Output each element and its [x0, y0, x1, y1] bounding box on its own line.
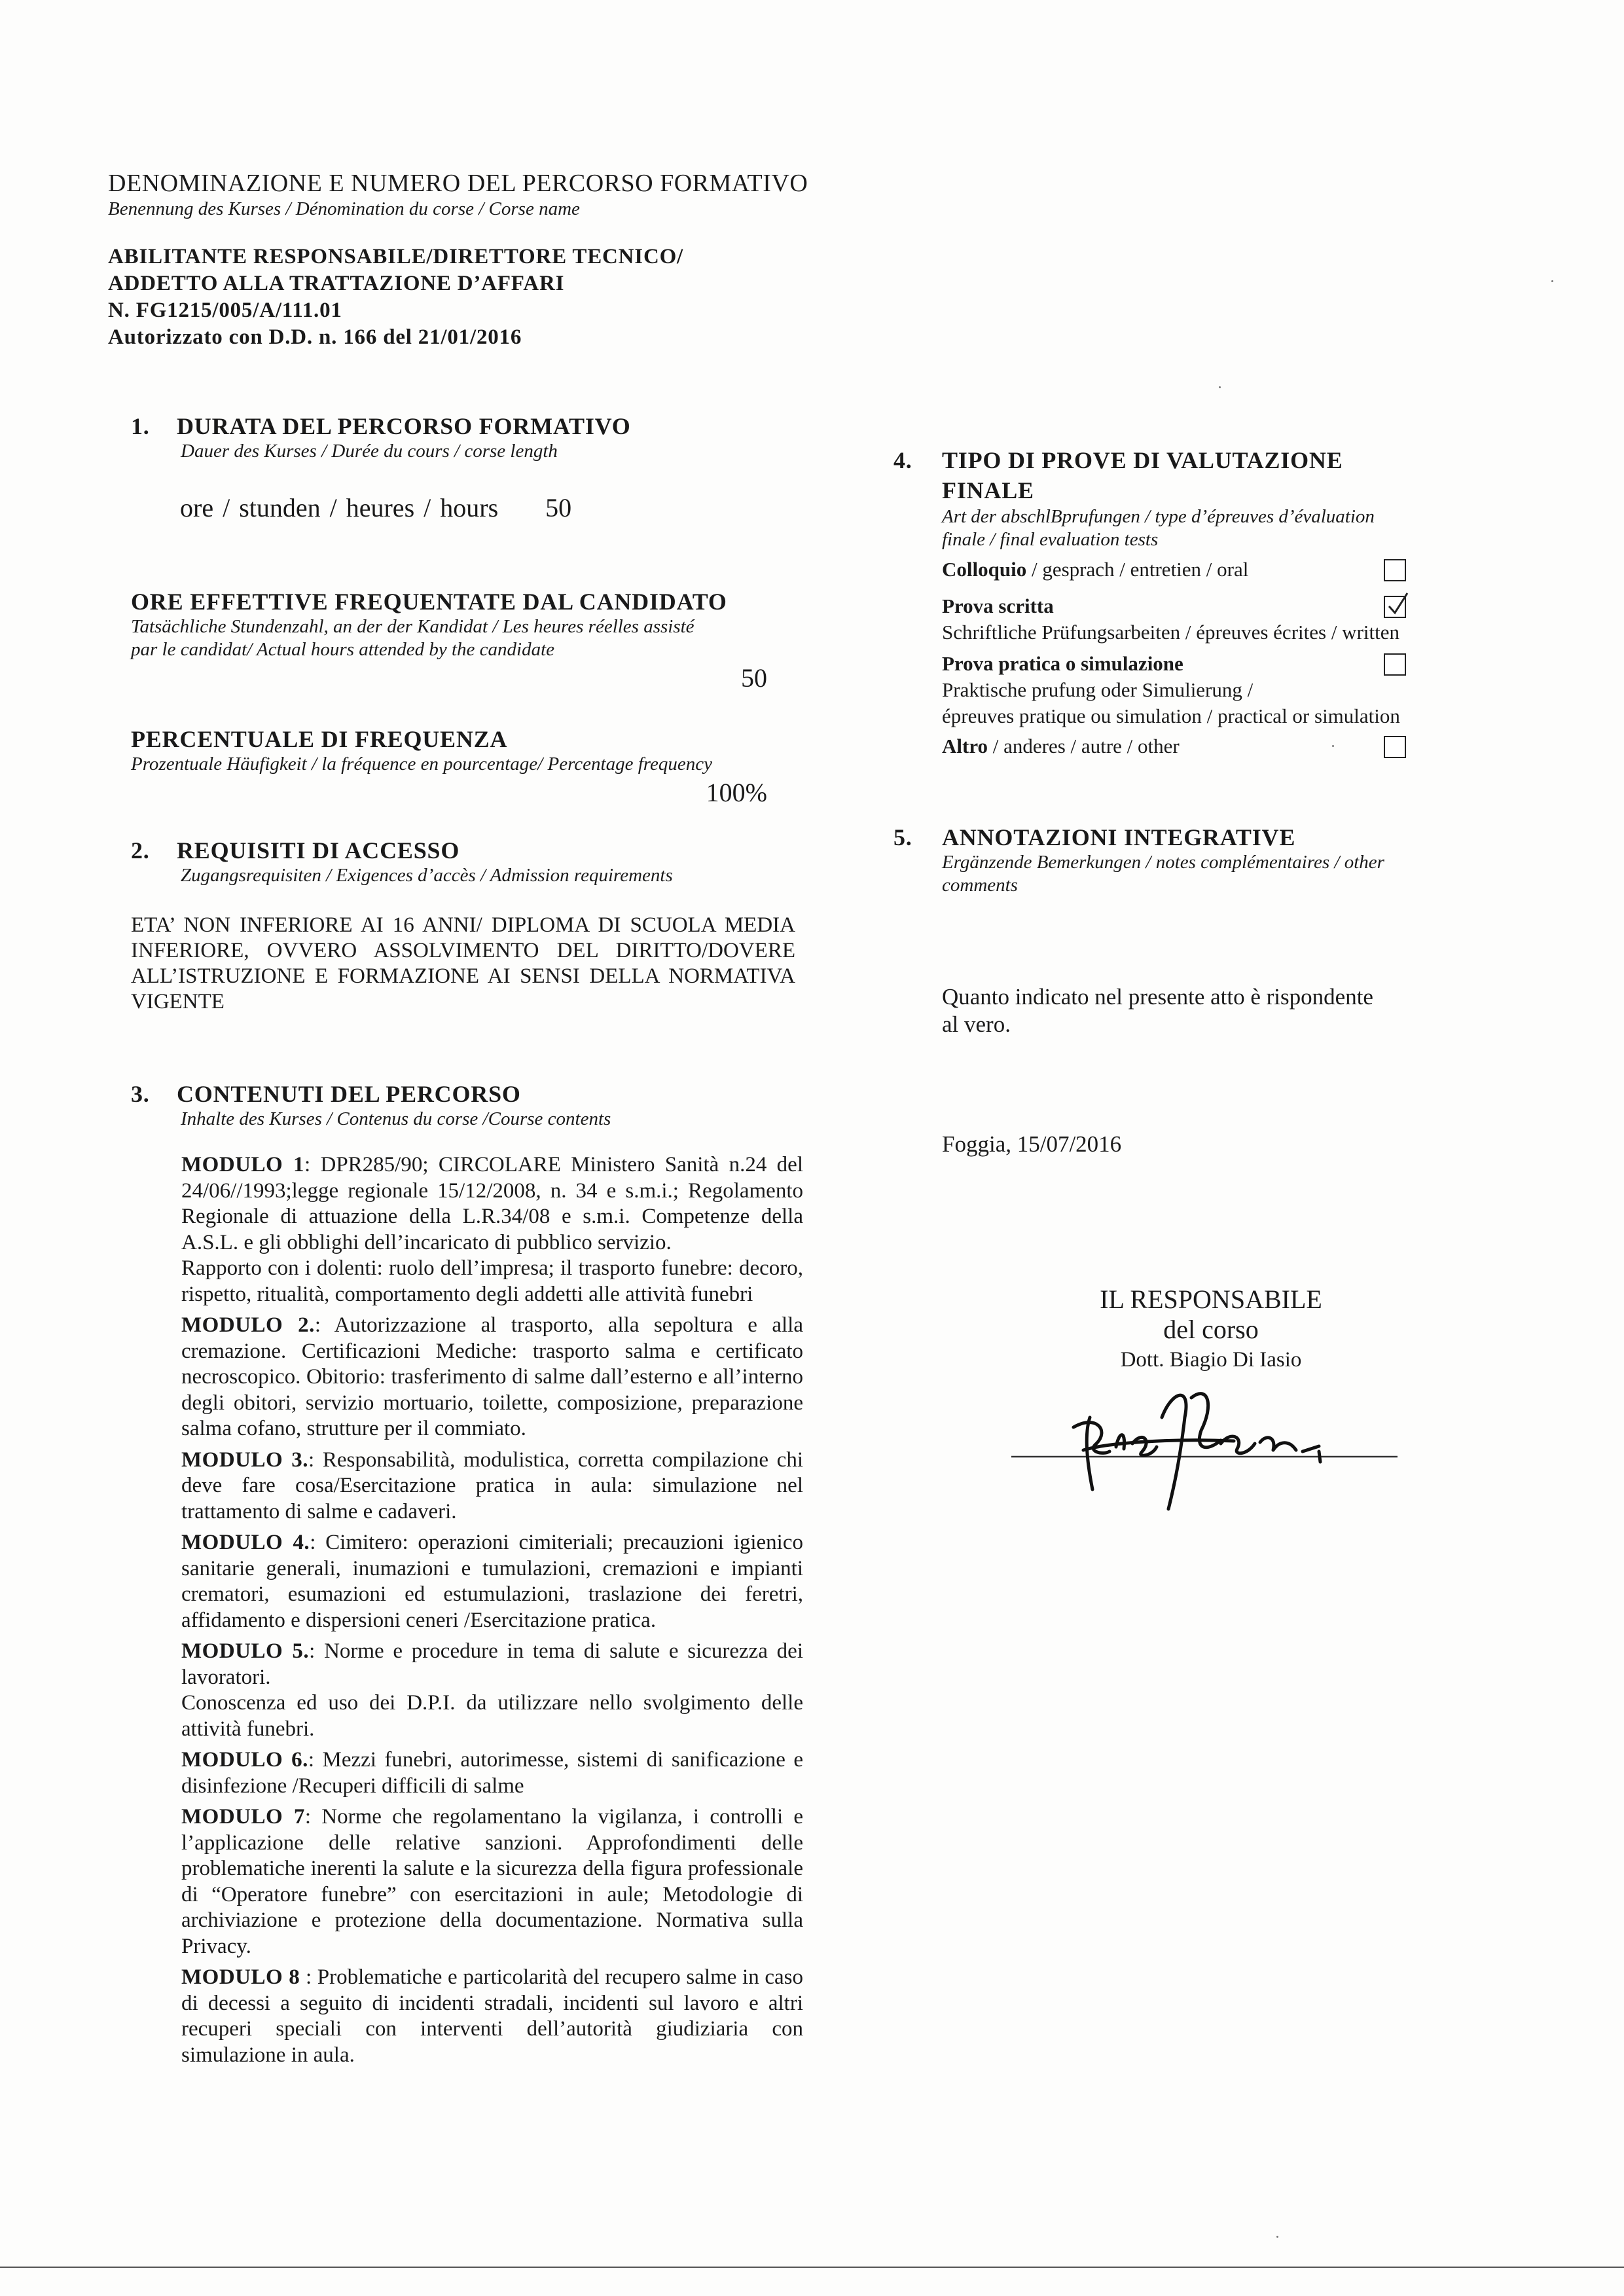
option-label: Prova pratica o simulazione: [942, 652, 1183, 675]
module-text: Mezzi funebri, autorimesse, sistemi di sanificazione e disinfezione /Recuperi difficili di salme: [181, 1748, 803, 1798]
section-subtitle: comments: [942, 875, 1018, 896]
section-number: 4.: [893, 447, 912, 473]
option-label: Colloquio: [942, 558, 1027, 581]
scan-edge-line: [0, 2267, 1624, 2268]
option-prova-pratica: [942, 651, 1518, 729]
checkbox-checked[interactable]: [1384, 596, 1406, 618]
module-label: MODULO 2.: [181, 1313, 315, 1337]
section-subtitle: Prozentuale Häufigkeit / la fréquence en pourcentage/ Percentage frequency: [131, 754, 712, 774]
option-colloquio: Colloquio / gesprach / entretien / oral: [942, 556, 1518, 583]
option-label: Prova scritta: [942, 594, 1054, 617]
option-desc: épreuves pratique ou simulation / practical or simulation: [942, 704, 1400, 727]
module-text: Responsabilità, modulistica, corretta compilazione chi deve fare cosa/Esercitazione pratica in aula: simulazione nel trattamento di salme e cadaveri.: [181, 1448, 804, 1523]
section-subtitle: Art der abschlBprufungen / type d’épreuves d’évaluation: [942, 506, 1375, 527]
section-duration: [131, 412, 631, 463]
option-altro: Altro / anderes / autre / other: [942, 733, 1518, 759]
section-title: DURATA DEL PERCORSO FORMATIVO: [177, 413, 631, 439]
module-item: MODULO 7: Norme che regolamentano la vigilanza, i controlli e l’applicazione delle relative sanzioni. Approfondimenti delle problematiche inerenti la salute e la sicurezza della figura professionale di “Operatore funebre” con esercitazioni in aule; Metodologie di archiviazione e protezione della documentazione. Normativa sulla Privacy.: [181, 1805, 804, 1958]
responsible-name: Dott. Biagio Di Iasio: [1120, 1348, 1302, 1372]
section-frequency: [131, 725, 838, 808]
module-text: Norme che regolamentano la vigilanza, i controlli e l’applicazione delle relative sanzioni. Approfondimenti delle problematiche inerenti la salute e la sicurezza della figura professionale di “Operatore funebre” con esercitazioni in aule; Metodologie di archiviazione e protezione della documentazione. Normativa sulla Privacy.: [181, 1805, 804, 1958]
scan-speck: [1551, 280, 1553, 282]
section-title: ANNOTAZIONI INTEGRATIVE: [942, 824, 1296, 850]
scan-speck: [1332, 745, 1334, 747]
course-line: ABILITANTE RESPONSABILE/DIRETTORE TECNICO/: [108, 245, 684, 268]
section-number: 2.: [131, 837, 150, 864]
module-label: MODULO 8: [181, 1965, 300, 1989]
section-title: TIPO DI PROVE DI VALUTAZIONE: [942, 447, 1343, 473]
responsible-block: [1041, 1285, 1381, 1375]
course-name: [108, 244, 683, 351]
module-text: Conoscenza ed uso dei D.P.I. da utilizzare nello svolgimento delle attività funebri.: [181, 1691, 803, 1741]
section-subtitle: Tatsächliche Stundenzahl, an der der Kandidat / Les heures réelles assisté: [131, 616, 695, 637]
section-subtitle: finale / final evaluation tests: [942, 529, 1159, 550]
checkmark-icon: [1385, 591, 1411, 618]
section-requirements: [131, 837, 673, 887]
section-subtitle: par le candidat/ Actual hours attended by the candidate: [131, 639, 555, 660]
course-line: N. FG1215/005/A/111.01: [108, 299, 342, 322]
module-label: MODULO 7: [181, 1805, 305, 1829]
document-title: DENOMINAZIONE E NUMERO DEL PERCORSO FORMATIVO: [108, 170, 808, 197]
section-subtitle: Zugangsrequisiten / Exigences d’accès / Admission requirements: [181, 865, 673, 886]
requirements-text: ETA’ NON INFERIORE AI 16 ANNI/ DIPLOMA DI SCUOLA MEDIA INFERIORE, OVVERO ASSOLVIMENTO DEL DIRITTO/DOVERE ALL’ISTRUZIONE E FORMAZIONE AI SENSI DELLA NORMATIVA VIGENTE: [131, 913, 795, 1013]
checkbox-unchecked[interactable]: [1384, 559, 1406, 581]
module-label: MODULO 6.: [181, 1748, 308, 1772]
section-title: PERCENTUALE DI FREQUENZA: [131, 726, 508, 752]
section-title: CONTENUTI DEL PERCORSO: [177, 1081, 521, 1107]
responsible-subtitle: del corso: [1163, 1315, 1259, 1344]
course-line: Autorizzato con D.D. n. 166 del 21/01/2016: [108, 325, 522, 349]
section-title: REQUISITI DI ACCESSO: [177, 837, 460, 864]
section-number: 1.: [131, 413, 150, 439]
module-label: MODULO 4.: [181, 1531, 310, 1554]
module-item: MODULO 6.: Mezzi funebri, autorimesse, sistemi di sanificazione e disinfezione /Recuperi difficili di salme: [181, 1748, 803, 1798]
option-desc: Praktische prufung oder Simulierung /: [942, 678, 1254, 701]
section-subtitle: Dauer des Kurses / Durée du cours / corse length: [181, 441, 558, 462]
module-label: MODULO 3.: [181, 1448, 309, 1472]
section-number: 5.: [893, 824, 912, 850]
module-text: DPR285/90; CIRCOLARE Ministero Sanità n.24 del 24/06//1993;legge regionale 15/12/2008, n. 34 e s.m.i.; Regolamento Regionale di attuazione della L.R.34/08 e s.m.i. Competenze della A.S.L. e gli obblighi dell’incaricato di pubblico servizio.: [181, 1153, 803, 1254]
module-text: Problematiche e particolarità del recupero salme in caso di decessi a seguito di incidenti stradali, incidenti sul lavoro e altri recuperi speciali con interventi dell’autorità giudiziaria con simulazione in aula.: [181, 1965, 803, 2067]
scan-speck: [1276, 2236, 1278, 2238]
section-subtitle: Ergänzende Bemerkungen / notes complémentaires / other: [942, 852, 1384, 873]
scan-speck: [1219, 386, 1221, 388]
module-label: MODULO 5.: [181, 1639, 310, 1663]
option-label: Altro: [942, 735, 988, 757]
place-date: Foggia, 15/07/2016: [942, 1131, 1122, 1157]
attended-hours-value: 50: [741, 663, 767, 693]
section-notes: [893, 824, 1509, 897]
section-evaluation: [893, 445, 1502, 551]
module-text: Norme e procedure in tema di salute e sicurezza dei lavoratori.: [181, 1639, 803, 1689]
frequency-value: 100%: [706, 778, 767, 807]
module-text: Rapporto con i dolenti: ruolo dell’impresa; il trasporto funebre: decoro, rispetto, ritualità, comportamento degli addetti alle attività funebri: [181, 1256, 803, 1306]
module-text: Cimitero: operazioni cimiteriali; precauzioni igienico sanitarie generali, inumazioni e tumulazioni, cremazioni e impianti crematori, esumazioni ed estumulazioni, traslazione dei feretri, affidamento e dispersioni ceneri /Esercitazione pratica.: [181, 1531, 803, 1632]
section-title: ORE EFFETTIVE FREQUENTATE DAL CANDIDATO: [131, 589, 727, 615]
checkbox-unchecked[interactable]: [1384, 736, 1406, 758]
section-number: 3.: [131, 1081, 150, 1107]
section-attended-hours: [131, 588, 838, 693]
section-subtitle: Inhalte des Kurses / Contenus du corse /Course contents: [181, 1108, 611, 1129]
hours-label: ore / stunden / heures / hours: [180, 493, 499, 522]
module-text: Autorizzazione al trasporto, alla sepoltura e alla cremazione. Certificazioni Mediche: trasporto salma e certificato necroscopico. Obitorio: trasferimento di salme dall’esterno e all’interno degli obitori, servizio mortuario, toilette, composizione, preparazione salma cofano, strutture per il commiato.: [181, 1313, 803, 1440]
module-item: MODULO 3.: Responsabilità, modulistica, corretta compilazione chi deve fare cosa/Esercitazione pratica in aula: simulazione nel trattamento di salme e cadaveri.: [181, 1448, 804, 1523]
module-item: MODULO 4.: Cimitero: operazioni cimiteriali; precauzioni igienico sanitarie generali, inumazioni e tumulazioni, cremazioni e impianti crematori, esumazioni ed estumulazioni, traslazione dei feretri, affidamento e dispersioni ceneri /Esercitazione pratica.: [181, 1531, 803, 1632]
option-desc: Schriftliche Prüfungsarbeiten / épreuves écrites / written: [942, 621, 1399, 644]
handwritten-signature: [1011, 1378, 1404, 1535]
evaluation-options: [942, 556, 1518, 762]
modules-list: [181, 1152, 803, 2073]
document-subtitle: Benennung des Kurses / Dénomination du corse / Corse name: [108, 198, 580, 219]
module-label: MODULO 1: [181, 1153, 304, 1176]
checkbox-unchecked[interactable]: [1384, 653, 1406, 676]
section-contents: [131, 1080, 611, 1131]
hours-row: [180, 492, 571, 523]
module-item: MODULO 5.: Norme e procedure in tema di salute e sicurezza dei lavoratori. Conoscenza ed uso dei D.P.I. da utilizzare nello svolgimento delle attività funebri.: [181, 1639, 803, 1741]
option-prova-scritta: [942, 593, 1518, 646]
responsible-title: IL RESPONSABILE: [1100, 1285, 1322, 1314]
module-item: MODULO 1: DPR285/90; CIRCOLARE Ministero Sanità n.24 del 24/06//1993;legge regionale 15/12/2008, n. 34 e s.m.i.; Regolamento Regionale di attuazione della L.R.34/08 e s.m.i. Competenze della A.S.L. e gli obblighi dell’incaricato di pubblico servizio. Rapporto con i dolenti: ruolo dell’impresa; il trasporto funebre: decoro, rispetto, ritualità, comportamento degli addetti alle attività funebri: [181, 1153, 803, 1306]
declaration-text: Quanto indicato nel presente atto è rispondente al vero.: [942, 984, 1373, 1037]
section-title-cont: FINALE: [942, 477, 1034, 503]
course-line: ADDETTO ALLA TRATTAZIONE D’AFFARI: [108, 272, 565, 295]
module-item: MODULO 2.: Autorizzazione al trasporto, alla sepoltura e alla cremazione. Certificazioni Mediche: trasporto salma e certificato necroscopico. Obitorio: trasferimento di salme dall’esterno e all’interno degli obitori, servizio mortuario, toilette, composizione, preparazione salma cofano, strutture per il commiato.: [181, 1313, 803, 1440]
module-item: MODULO 8 : Problematiche e particolarità del recupero salme in caso di decessi a seguito di incidenti stradali, incidenti sul lavoro e altri recuperi speciali con interventi dell’autorità giudiziaria con simulazione in aula.: [181, 1965, 803, 2067]
hours-value: 50: [545, 493, 572, 522]
